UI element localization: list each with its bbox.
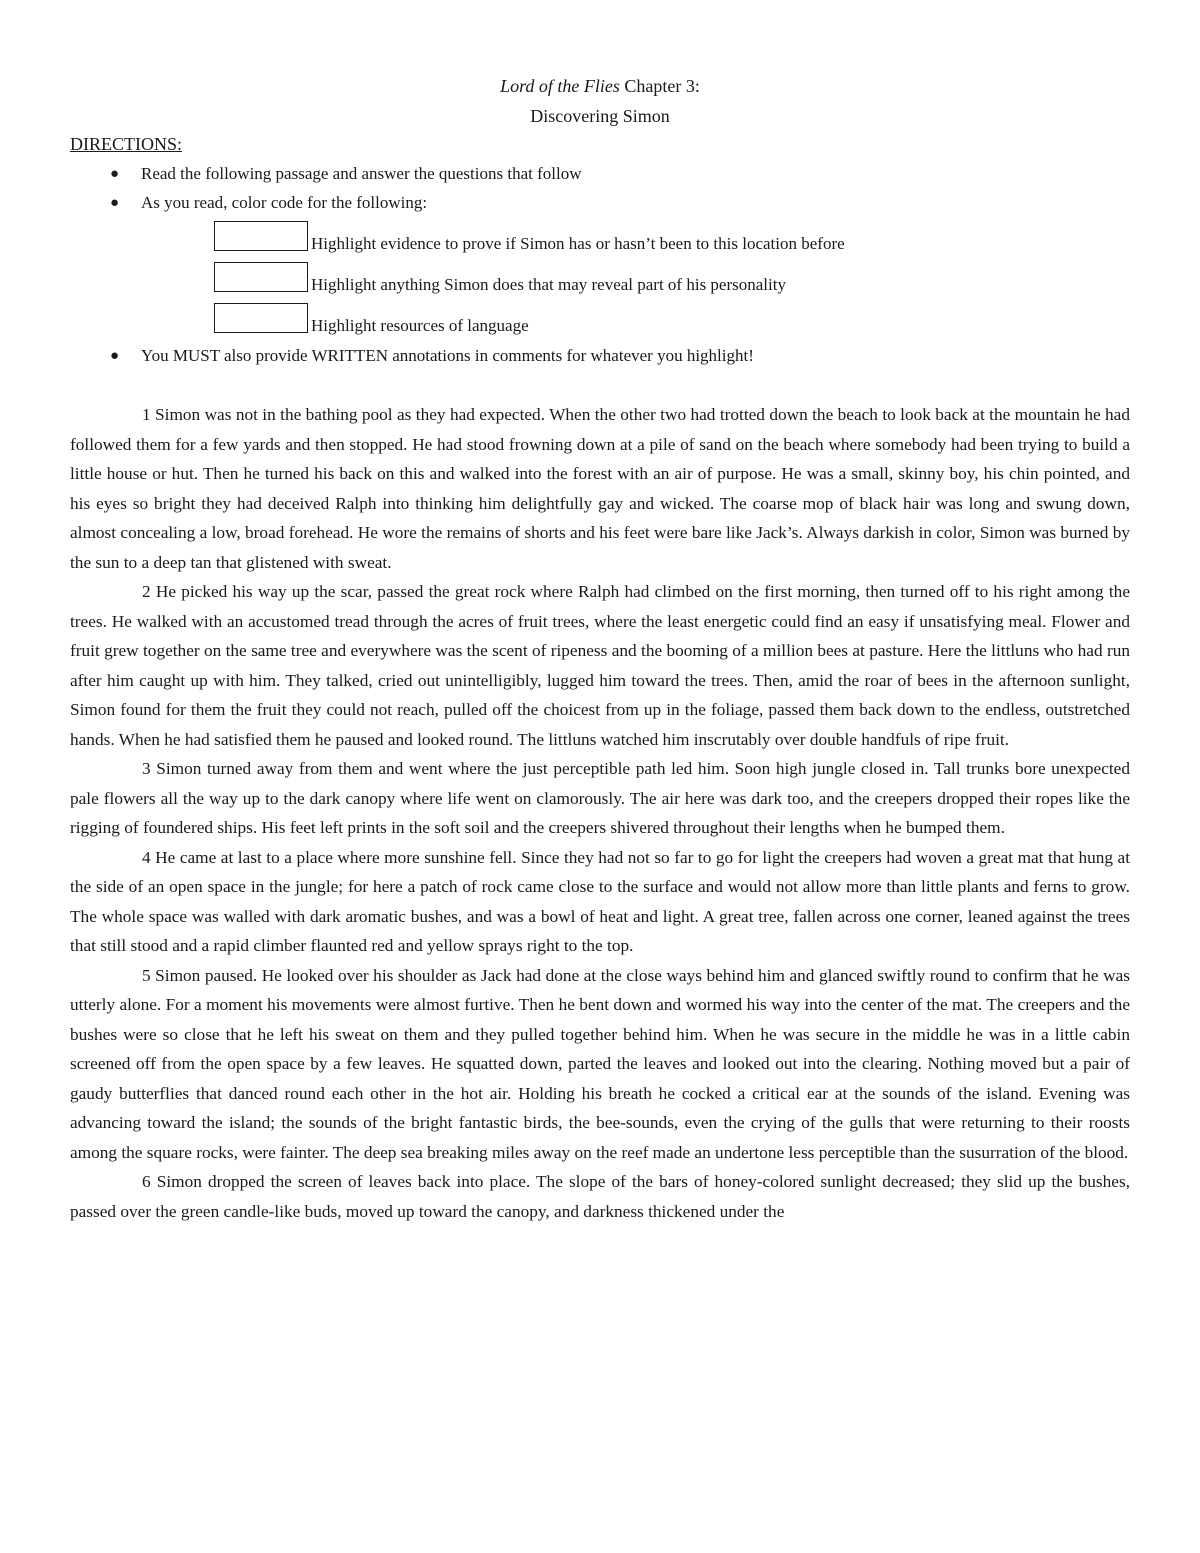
passage-paragraph: 5 Simon paused. He looked over his shoulder as Jack had done at the close ways behind him and glanced swiftly round to confirm that he was utterly alone. For a moment his movements were almost furtive. Then he bent down and wormed his way into the center of the mat. The creepers and the bushes were so close that he left his sweat on them and they pulled together behind him. When he was secure in the middle he was in a little cabin screened off from the open space by a few leaves. He squatted down, parted the leaves and looked out into the clearing. Nothing moved but a pair of gaudy butterflies that danced round each other in the hot air. Holding his breath he cocked a critical ear at the sounds of the island. Evening was advancing toward the island; the sounds of the bright fantastic birds, the bee-sounds, even the crying of the gulls that were returning to their roosts among the square rocks, were fainter. The deep sea breaking miles away on the reef made an undertone less perceptible than the susurration of the blood. bbox=[70, 965, 1130, 1162]
direction-item: You MUST also provide WRITTEN annotations in comments for whatever you highlight! bbox=[141, 346, 754, 365]
passage-paragraph: 2 He picked his way up the scar, passed the great rock where Ralph had climbed on the first morning, then turned off to his right among the trees. He walked with an accustomed tread through the acres of fruit trees, where the least energetic could find an easy if unsatisfying meal. Flower and fruit grew together on the same tree and everywhere was the scent of ripeness and the booming of a million bees at pasture. Here the littluns who had run after him caught up with him. They talked, cried out unintelligibly, lugged him toward the trees. Then, amid the roar of bees in the afternoon sunlight, Simon found for them the fruit they could not reach, pulled off the choicest from up in the foliage, passed them back down to the endless, outstretched hands. When he had satisfied them he paused and looked round. The littluns watched him inscrutably over double handfuls of ripe fruit. bbox=[70, 582, 1130, 749]
page-subtitle: Discovering Simon bbox=[530, 106, 670, 126]
directions-heading bbox=[70, 132, 182, 156]
highlight-color-swatch-location[interactable] bbox=[214, 221, 308, 251]
reading-passage bbox=[70, 400, 1130, 1226]
direction-item: Read the following passage and answer the questions that follow bbox=[141, 164, 582, 183]
passage-paragraph: 1 Simon was not in the bathing pool as they had expected. When the other two had trotted down the beach to look back at the mountain he had followed them for a few yards and then stopped. He had stood frowning down at a pile of sand on the beach where somebody had been trying to build a little house or hut. Then he turned his back on this and walked into the forest with an air of purpose. He was a small, skinny boy, his chin pointed, and his eyes so bright they had deceived Ralph into thinking him delightfully gay and wicked. The coarse mop of black hair was long and swung down, almost concealing a low, broad forehead. He wore the remains of shorts and his feet were bare like Jack’s. Always darkish in color, Simon was burned by the sun to a deep tan that glistened with sweat. bbox=[70, 405, 1130, 572]
highlight-color-swatch-language[interactable] bbox=[214, 303, 308, 333]
chapter-label: Chapter 3: bbox=[619, 76, 700, 96]
color-code-label: Highlight resources of language bbox=[311, 316, 529, 335]
book-title: Lord of the Flies bbox=[500, 76, 620, 96]
color-code-label: Highlight anything Simon does that may reveal part of his personality bbox=[311, 275, 786, 294]
passage-paragraph: 6 Simon dropped the screen of leaves back into place. The slope of the bars of honey-colored sunlight decreased; they slid up the bushes, passed over the green candle-like buds, moved up toward the canopy, and darkness thickened under the bbox=[70, 1172, 1130, 1221]
bullet-icon: ● bbox=[110, 348, 120, 364]
passage-paragraph: 4 He came at last to a place where more sunshine fell. Since they had not so far to go for light the creepers had woven a great mat that hung at the side of an open space in the jungle; for here a patch of rock came close to the surface and would not allow more than little plants and ferns to grow. The whole space was walled with dark aromatic bushes, and was a bowl of heat and light. A great tree, fallen across one corner, leaned against the trees that still stood and a rapid climber flaunted red and yellow sprays right to the top. bbox=[70, 847, 1130, 955]
directions-colon: : bbox=[177, 134, 183, 154]
bullet-icon: ● bbox=[110, 195, 120, 211]
page-title bbox=[0, 74, 1200, 98]
bullet-icon: ● bbox=[110, 166, 120, 182]
direction-item: As you read, color code for the following: bbox=[141, 193, 428, 212]
directions-heading-text: DIRECTIONS bbox=[70, 134, 177, 154]
color-code-label: Highlight evidence to prove if Simon has or hasn’t been to this location before bbox=[311, 234, 845, 253]
passage-paragraph: 3 Simon turned away from them and went where the just perceptible path led him. Soon high jungle closed in. Tall trunks bore unexpected pale flowers all the way up to the dark canopy where life went on clamorously. The air here was dark too, and the creepers dropped their ropes like the rigging of foundered ships. His feet left prints in the soft soil and the creepers shivered throughout their lengths when he bumped them. bbox=[70, 759, 1130, 837]
highlight-color-swatch-personality[interactable] bbox=[214, 262, 308, 292]
